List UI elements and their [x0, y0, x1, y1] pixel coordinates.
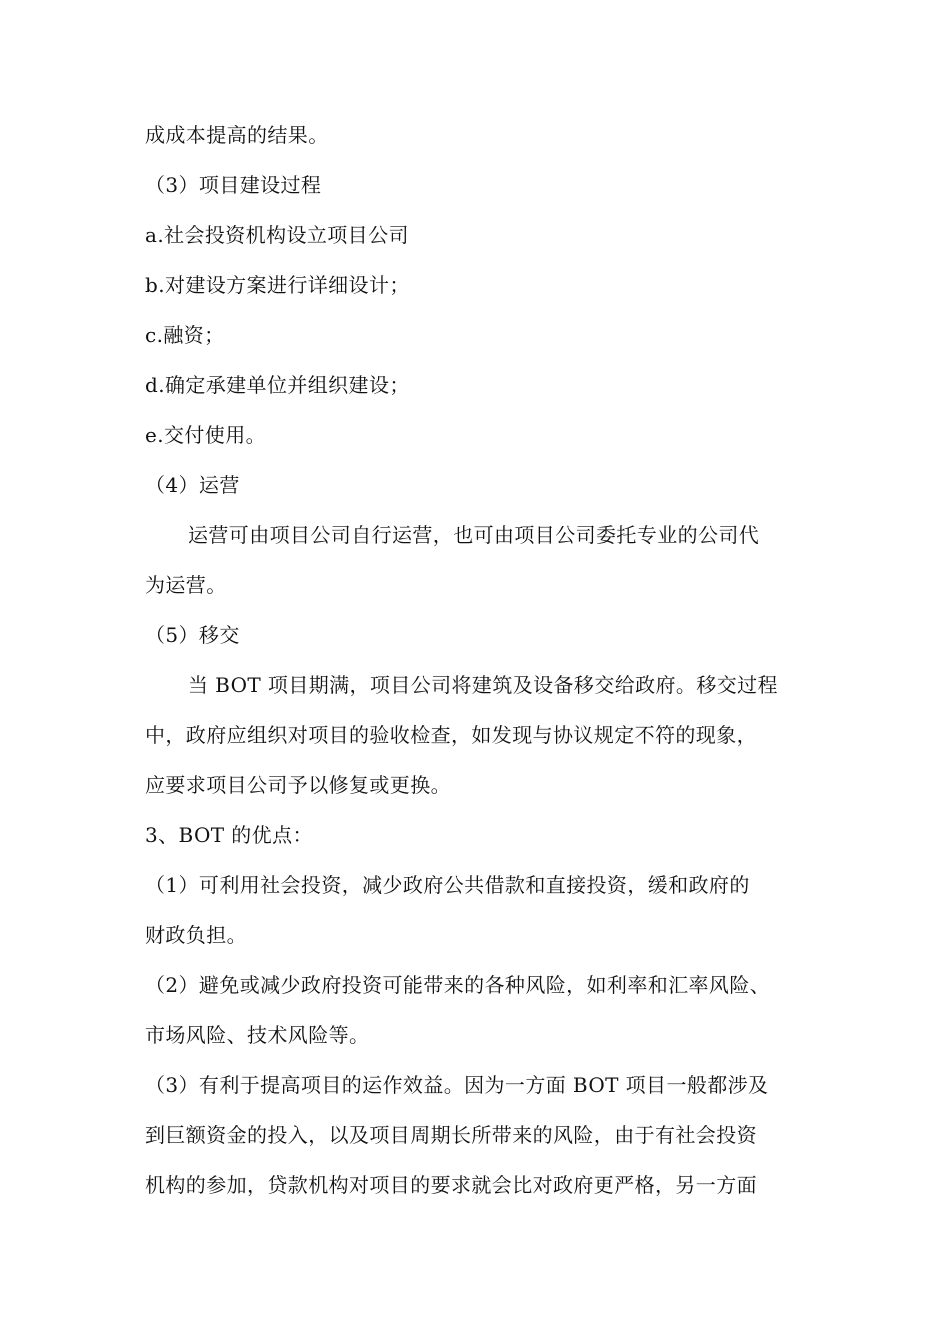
paragraph-line: （1）可利用社会投资，减少政府公共借款和直接投资，缓和政府的 — [145, 873, 750, 897]
list-item: c.融资； — [145, 323, 225, 347]
list-item: d.确定承建单位并组织建设； — [145, 373, 410, 397]
section-heading: （5）移交 — [145, 623, 240, 647]
paragraph-line: （3）有利于提高项目的运作效益。因为一方面 BOT 项目一般都涉及 — [145, 1073, 769, 1097]
paragraph-line: 运营可由项目公司自行运营，也可由项目公司委托专业的公司代 — [188, 523, 760, 547]
paragraph-line: 中，政府应组织对项目的验收检查，如发现与协议规定不符的现象， — [145, 723, 757, 747]
paragraph-line: 市场风险、技术风险等。 — [145, 1023, 370, 1047]
text-line: 成成本提高的结果。 — [145, 123, 329, 147]
paragraph-line: 财政负担。 — [145, 923, 247, 947]
list-item: a.社会投资机构设立项目公司 — [145, 223, 409, 247]
paragraph-line: 机构的参加，贷款机构对项目的要求就会比对政府更严格，另一方面 — [145, 1173, 757, 1197]
section-heading: 3、BOT 的优点： — [145, 823, 313, 847]
section-heading: （4）运营 — [145, 473, 240, 497]
list-item: e.交付使用。 — [145, 423, 266, 447]
paragraph-line: 当 BOT 项目期满，项目公司将建筑及设备移交给政府。移交过程 — [188, 673, 778, 697]
paragraph-line: （2）避免或减少政府投资可能带来的各种风险，如利率和汇率风险、 — [145, 973, 771, 997]
list-item: b.对建设方案进行详细设计； — [145, 273, 410, 297]
paragraph-line: 应要求项目公司予以修复或更换。 — [145, 773, 451, 797]
paragraph-line: 到巨额资金的投入，以及项目周期长所带来的风险，由于有社会投资 — [145, 1123, 757, 1147]
paragraph-line: 为运营。 — [145, 573, 227, 597]
section-heading: （3）项目建设过程 — [145, 173, 322, 197]
